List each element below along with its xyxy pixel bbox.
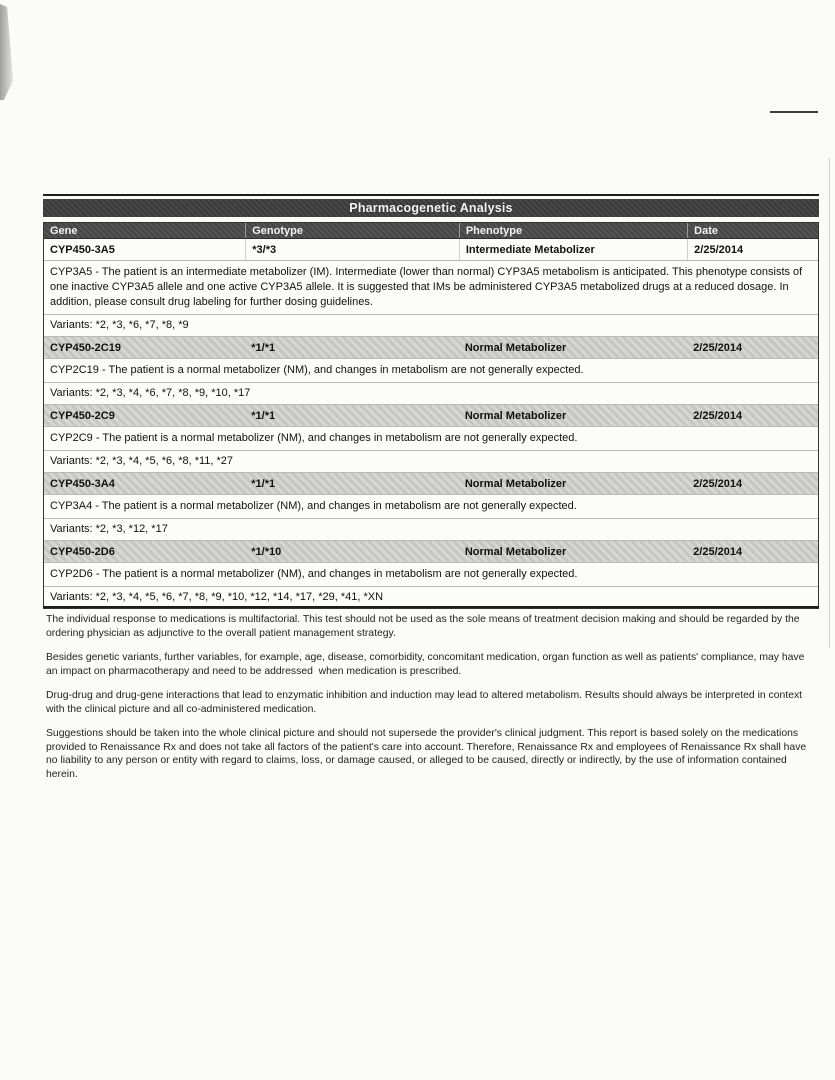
gene-description: CYP2D6 - The patient is a normal metabolizer (NM), and changes in metabolism are not generally expected. (44, 563, 818, 587)
gene-name: CYP450-2D6 (50, 546, 115, 558)
gene-variants: Variants: *2, *3, *6, *7, *8, *9 (44, 315, 818, 337)
gene-description: CYP2C9 - The patient is a normal metabolizer (NM), and changes in metabolism are not generally expected. (44, 427, 818, 451)
column-header-phenotype: Phenotype (459, 223, 687, 238)
date-value: 2/25/2014 (693, 410, 743, 422)
genotype-value: *1/*10 (251, 546, 282, 558)
column-header-genotype: Genotype (245, 223, 459, 238)
gene-variants: Variants: *2, *3, *4, *5, *6, *7, *8, *9, *10, *12, *14, *17, *29, *41, *XN (50, 591, 384, 603)
scan-line-artifact (829, 158, 830, 648)
phenotype-value: Intermediate Metabolizer (459, 239, 687, 260)
date-value: 2/25/2014 (693, 546, 743, 558)
date-value: 2/25/2014 (693, 342, 743, 354)
genotype-value: *1/*1 (251, 478, 276, 490)
phenotype-value: Normal Metabolizer (464, 410, 567, 422)
header-top-rule (43, 194, 819, 196)
gene-description: CYP2C19 - The patient is a normal metabolizer (NM), and changes in metabolism are not generally expected. (44, 359, 818, 383)
table-header-row (44, 223, 818, 239)
date-value: 2/25/2014 (693, 478, 743, 490)
gene-name: CYP450-2C9 (50, 410, 115, 422)
disclaimer-paragraph: Besides genetic variants, further variables, for example, age, disease, comorbidity, concomitant medication, organ function as well as patients' compliance, may have an impact on pharmacotherapy and need to be addressed when medication is prescribed. (46, 652, 808, 677)
phenotype-value: Normal Metabolizer (464, 546, 567, 558)
date-value: 2/25/2014 (687, 239, 818, 260)
gene-description: CYP3A4 - The patient is a normal metabolizer (NM), and changes in metabolism are not generally expected. (44, 495, 818, 519)
genotype-value: *1/*1 (251, 342, 276, 354)
disclaimer-paragraph: Drug-drug and drug-gene interactions that lead to enzymatic inhibition and induction may lead to altered metabolism. Results should always be interpreted in context with the clinical picture and all co-administered medication. (46, 690, 805, 715)
genotype-value: *3/*3 (245, 239, 459, 260)
phenotype-value: Normal Metabolizer (464, 478, 567, 490)
gene-name: CYP450-3A5 (50, 244, 115, 256)
footer-divider-rule (43, 606, 819, 608)
gene-row (44, 239, 818, 261)
phenotype-value: Normal Metabolizer (464, 342, 567, 354)
gene-variants: Variants: *2, *3, *12, *17 (44, 519, 818, 541)
gene-row (44, 405, 818, 427)
gene-description: CYP3A5 - The patient is an intermediate metabolizer (IM). Intermediate (lower than normal) CYP3A5 metabolism is anticipated. This phenotype consists of one inactive CYP3A5 allele and one active CYP3A5 allele. It is suggested that IMs be administered CYP3A5 metabolized drugs at a reduced dosage. In addition, please consult drug labeling for further dosing guidelines. (44, 261, 818, 315)
genotype-value: *1/*1 (251, 410, 276, 422)
disclaimer-paragraph: Suggestions should be taken into the whole clinical picture and should not supersede the provider's clinical judgment. This report is based solely on the medications provided to Renaissance Rx and does not take all factors of the patient's care into account. Therefore, Renaissance Rx and employees of Renaissance Rx shall have no liability to any person or entity with regard to claims, loss, or damage caused, or alleged to be caused, directly or indirectly, by the use of information contained herein. (46, 728, 810, 780)
report-title: Pharmacogenetic Analysis (349, 201, 513, 215)
gene-row (44, 473, 818, 495)
column-header-gene: Gene (50, 225, 78, 237)
gene-row (44, 337, 818, 359)
gene-name: CYP450-3A4 (50, 478, 115, 490)
disclaimer-paragraph: The individual response to medications is multifactorial. This test should not be used as the sole means of treatment decision making and should be regarded by the ordering physician as adjunctive to the overall patient management strategy. (46, 614, 803, 639)
report-title-bar (43, 199, 819, 217)
column-header-date: Date (687, 223, 818, 238)
gene-row (44, 541, 818, 563)
pharmacogenetic-table (43, 222, 819, 609)
gene-variants: Variants: *2, *3, *4, *5, *6, *8, *11, *27 (44, 451, 818, 473)
gene-variants: Variants: *2, *3, *4, *6, *7, *8, *9, *10, *17 (44, 383, 818, 405)
scan-dash-artifact (770, 111, 818, 113)
gene-name: CYP450-2C19 (50, 342, 121, 354)
scan-edge-artifact (0, 4, 13, 100)
disclaimer-section (46, 613, 818, 792)
